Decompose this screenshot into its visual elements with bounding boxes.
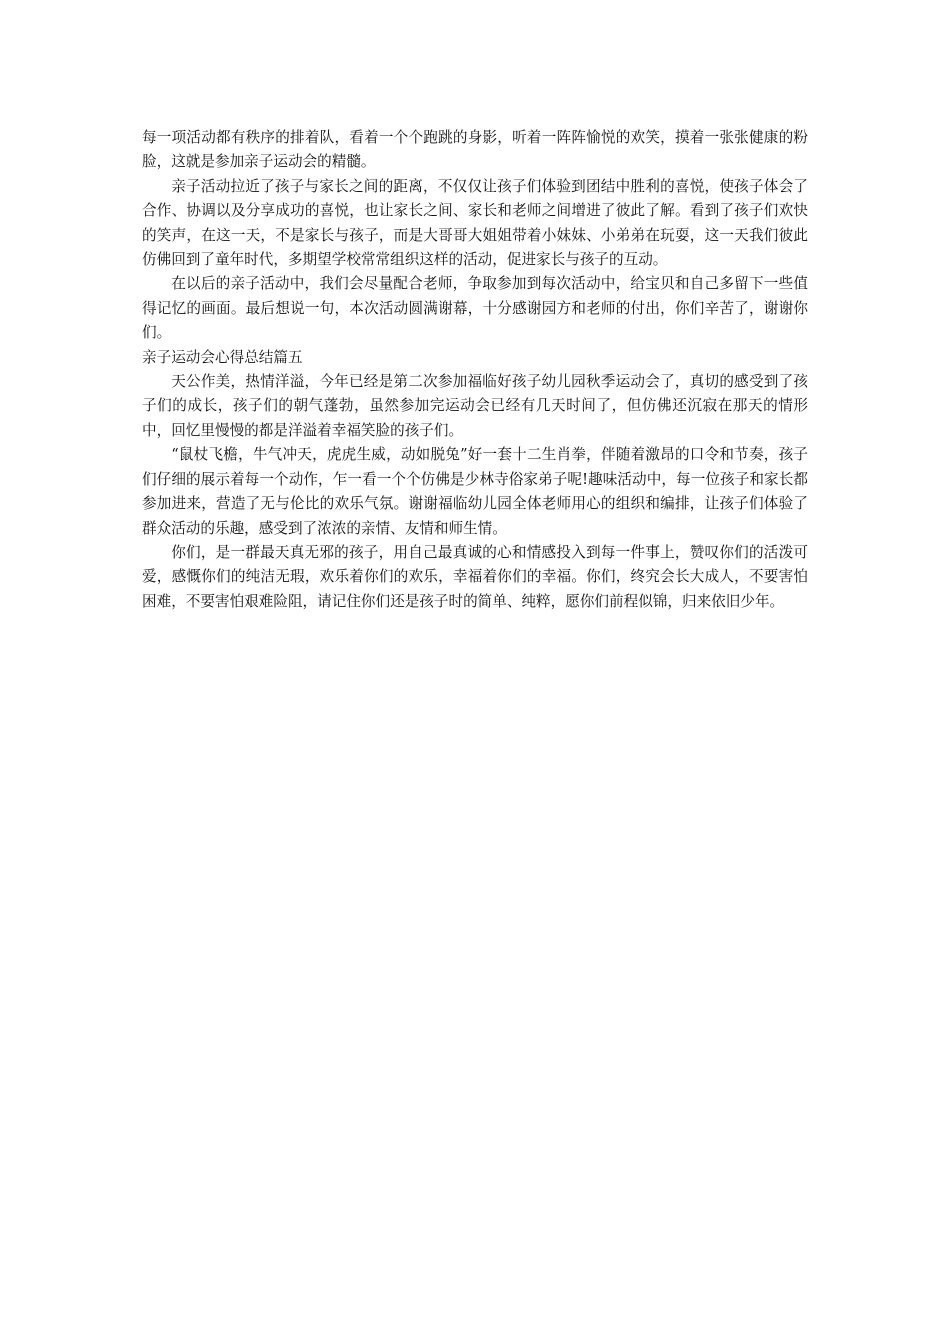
paragraph-2: 亲子活动拉近了孩子与家长之间的距离，不仅仅让孩子们体验到团结中胜利的喜悦，使孩子体会了合作、协调以及分享成功的喜悦，也让家长之间、家长和老师之间增进了彼此了解。看到了孩子们欢快的笑声，在这一天，不是家长与孩子，而是大哥哥大姐姐带着小妹妹、小弟弟在玩耍，这一天我们彼此仿佛回到了童年时代，多期望学校常常组织这样的活动，促进家长与孩子的互动。 bbox=[142, 177, 808, 269]
paragraph-4: 天公作美，热情洋溢，今年已经是第二次参加福临好孩子幼儿园秋季运动会了，真切的感受到了孩子们的成长，孩子们的朝气蓬勃，虽然参加完运动会已经有几天时间了，但仿佛还沉寂在那天的情形中，回忆里慢慢的都是洋溢着幸福笑脸的孩子们。 bbox=[142, 373, 808, 439]
paragraph-3: 在以后的亲子活动中，我们会尽量配合老师，争取参加到每次活动中，给宝贝和自己多留下一些值得记忆的画面。最后想说一句，本次活动圆满谢幕，十分感谢园方和老师的付出，你们辛苦了，谢谢你们。 bbox=[142, 275, 808, 342]
section-heading: 亲子运动会心得总结篇五 bbox=[142, 348, 303, 366]
paragraph-1: 每一项活动都有秩序的排着队，看着一个个跑跳的身影，听着一阵阵愉悦的欢笑，摸着一张张健康的粉脸，这就是参加亲子运动会的精髓。 bbox=[142, 129, 808, 171]
paragraph-6: 你们，是一群最天真无邪的孩子，用自己最真诚的心和情感投入到每一件事上，赞叹你们的活泼可爱，感慨你们的纯洁无瑕，欢乐着你们的欢乐，幸福着你们的幸福。你们，终究会长大成人，不要害怕困难，不要害怕艰难险阻，请记住你们还是孩子时的简单、纯粹，愿你们前程似锦，归来依旧少年。 bbox=[142, 543, 808, 610]
paragraph-5: “鼠杖飞檐，牛气冲天，虎虎生威，动如脱兔”好一套十二生肖拳，伴随着激昂的口令和节奏，孩子们仔细的展示着每一个动作，乍一看一个个仿佛是少林寺俗家弟子呢!趣味活动中，每一位孩子和家长都参加进来，营造了无与伦比的欢乐气氛。谢谢福临幼儿园全体老师用心的组织和编排，让孩子们体验了群众活动的乐趣，感受到了浓浓的亲情、友情和师生情。 bbox=[142, 446, 808, 537]
document-body bbox=[142, 126, 808, 614]
